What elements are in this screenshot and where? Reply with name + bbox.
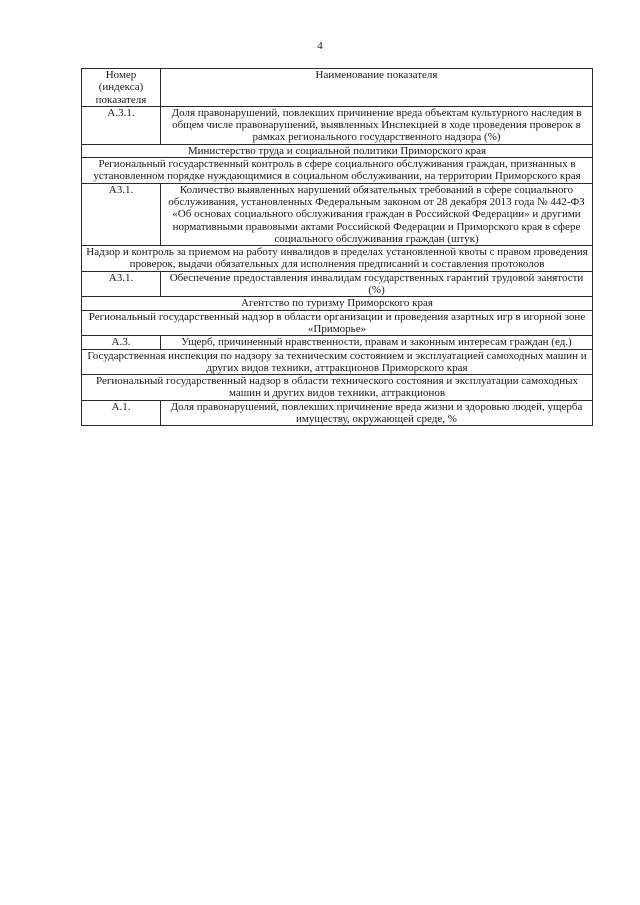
- section-row: [82, 349, 593, 375]
- section-row: [82, 144, 593, 157]
- section-heading: Агентство по туризму Приморского края: [82, 297, 593, 310]
- indicator-code: А3.1.: [82, 183, 161, 245]
- section-heading: Региональный государственный надзор в области технического состояния и эксплуатации самоходных машин и других видов техники, аттракционов: [82, 375, 593, 401]
- indicator-code: А.3.1.: [82, 106, 161, 144]
- indicator-name: Обеспечение предоставления инвалидам государственных гарантий трудовой занятости (%): [161, 271, 593, 297]
- indicator-code: А.3.: [82, 336, 161, 349]
- column-header-name: Наименование показателя: [161, 69, 593, 107]
- section-heading: Министерство труда и социальной политики Приморского края: [82, 144, 593, 157]
- indicators-table: [81, 68, 593, 426]
- table-row: [82, 336, 593, 349]
- table-header-row: [82, 69, 593, 107]
- section-row: [82, 297, 593, 310]
- table-row: [82, 271, 593, 297]
- indicator-name: Количество выявленных нарушений обязательных требований в сфере социального обслуживания, установленных Федеральным законом от 28 декабря 2013 года № 442-ФЗ «Об основах социального обслуживания граждан в Российской Федерации» и другими нормативными правовыми актами Российской Федерации и Приморского края в сфере социального обслуживания граждан (штук): [161, 183, 593, 245]
- section-row: [82, 375, 593, 401]
- table-row: [82, 400, 593, 426]
- section-row: [82, 246, 593, 272]
- section-heading: Региональный государственный контроль в сфере социального обслуживания граждан, признанных в установленном порядке нуждающимися в социальном обслуживании, на территории Приморского края: [82, 158, 593, 184]
- table-row: [82, 183, 593, 245]
- page-number: 4: [317, 40, 323, 52]
- section-heading: Государственная инспекция по надзору за техническим состоянием и эксплуатацией самоходных машин и других видов техники, аттракционов Приморского края: [82, 349, 593, 375]
- indicator-name: Доля правонарушений, повлекших причинение вреда объектам культурного наследия в общем числе правонарушений, выявленных Инспекцией в ходе проведения проверок в рамках регионального государственного надзора (%): [161, 106, 593, 144]
- section-row: [82, 158, 593, 184]
- section-heading: Надзор и контроль за приемом на работу инвалидов в пределах установленной квоты с правом проведения проверок, выдачи обязательных для исполнения предписаний и составления протоколов: [82, 246, 593, 272]
- indicator-code: А.1.: [82, 400, 161, 426]
- indicator-name: Ущерб, причиненный нравственности, правам и законным интересам граждан (ед.): [161, 336, 593, 349]
- table-row: [82, 106, 593, 144]
- section-heading: Региональный государственный надзор в области организации и проведения азартных игр в игорной зоне «Приморье»: [82, 310, 593, 336]
- section-row: [82, 310, 593, 336]
- indicator-name: Доля правонарушений, повлекших причинение вреда жизни и здоровью людей, ущерба имуществу, окружающей среде, %: [161, 400, 593, 426]
- indicator-code: А3.1.: [82, 271, 161, 297]
- column-header-code: Номер (индекса) показателя: [82, 69, 161, 107]
